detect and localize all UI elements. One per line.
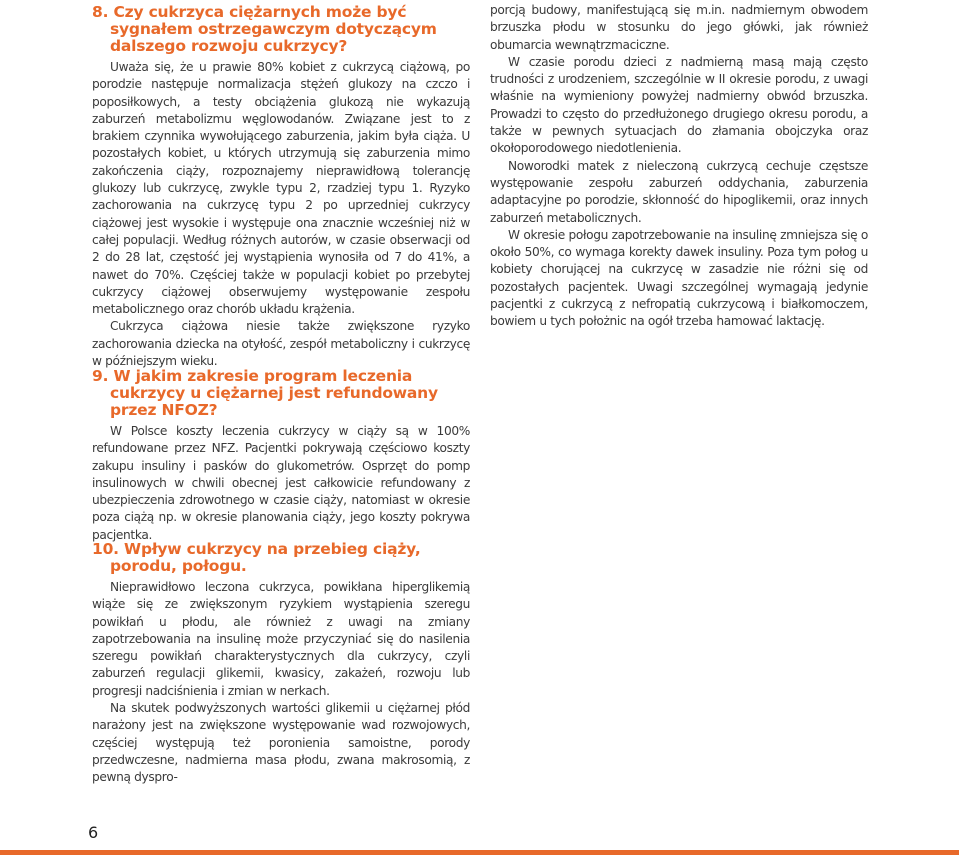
section-9-heading: 9. W jakim zakresie program leczenia cukrzycy u ciężarnej jest refundowany przez NFOZ? [92, 367, 438, 419]
page-number: 6 [88, 823, 99, 842]
right-column [490, 0, 868, 331]
section-10 [92, 541, 470, 787]
section-10-paragraph-1: Nieprawidłowo leczona cukrzyca, powikłana hiperglikemią wiąże się ze zwiększonym ryzykiem wystąpienia szeregu powikłań u płodu, ale również z uwagi na zmiany zapotrzebowania na insulinę może przyczyniać się do nasilenia szeregu powikłań charakterystycznych dla cukrzycy, czyli zaburzeń regulacji glikemii, kwasicy, zakażeń, rozwoju lub progresji nadciśnienia i zmian w nerkach. [92, 580, 470, 698]
section-10-heading: 10. Wpływ cukrzycy na przebieg ciąży, porodu, połogu. [92, 540, 421, 575]
section-8-heading: 8. Czy cukrzyca ciężarnych może być sygnałem ostrzegawczym dotyczącym dalszego rozwoju cukrzycy? [92, 3, 437, 55]
section-10-paragraph-2: Na skutek podwyższonych wartości glikemii u ciężarnej płód narażony jest na zwiększone występowanie wad rozwojowych, częściej występują też poronienia samoistne, porody przedwczesne, nadmierna masa płodu, zwana makrosomią, z pewną dyspro- [92, 701, 470, 785]
right-paragraph-3: Noworodki matek z nieleczoną cukrzycą cechuje częstsze występowanie zespołu zaburzeń oddychania, zaburzenia adaptacyjne po porodzie, skłonność do hipoglikemii, oraz innych zaburzeń metabolicznych. [490, 158, 868, 225]
right-paragraph-1: porcją budowy, manifestującą się m.in. nadmiernym obwodem brzuszka płodu w stosunku do jego główki, jak również obumarcia wewnątrzmaciczne. [490, 3, 868, 52]
right-paragraph-2: W czasie porodu dzieci z nadmierną masą mają często trudności z urodzeniem, szczególnie w II okresie porodu, z uwagi właśnie na wymieniony powyżej nadmierny obwód brzuszka. Prowadzi to często do przedłużonego drugiego okresu porodu, a także w pewnych sytuacjach do złamania obojczyka oraz okołoporodowego niedotlenienia. [490, 54, 868, 156]
footer-accent-bar [0, 850, 959, 855]
section-9 [92, 368, 470, 544]
section-8-paragraph-1: Uważa się, że u prawie 80% kobiet z cukrzycą ciążową, po porodzie następuje normalizacja stężeń glukozy na czczo i poposiłkowych, a testy obciążenia glukozą nie wykazują zaburzeń metabolizmu węglowodanów. Związane jest to z brakiem czynnika wywołującego zaburzenia, jakim była ciąża. U pozostałych kobiet, u których utrzymują się zaburzenia mimo zakończenia ciąży, rozpoznajemy nieprawidłową tolerancję glukozy lub cukrzycę, zwykle typu 2, rzadziej typu 1. Ryzyko zachorowania na cukrzycę typu 2 po uprzedniej cukrzycy ciążowej jest wysokie i występuje ona znacznie wcześniej niż w całej populacji. Według różnych autorów, w czasie obserwacji od 2 do 28 lat, częstość jej wystąpienia wynosiła od 7 do 41%, a nawet do 70%. Częściej także w populacji kobiet po przebytej cukrzycy ciążowej obserwujemy występowanie zespołu metabolicznego oraz chorób układu krążenia. [92, 60, 470, 317]
section-8 [92, 4, 470, 370]
section-8-paragraph-2: Cukrzyca ciążowa niesie także zwiększone ryzyko zachorowania dziecka na otyłość, zespół metaboliczny i cukrzycę w późniejszym wieku. [92, 319, 470, 369]
right-paragraph-4: W okresie połogu zapotrzebowanie na insulinę zmniejsza się o około 50%, co wymaga korekty dawek insuliny. Poza tym połog u kobiety chorującej na cukrzycę w zasadzie nie różni się od pozostałych pacjentek. Uwagi szczególnej wymagają jedynie pacjentki z cukrzycą z nefropatią cukrzycową i białkomoczem, bowiem u tych położnic na ogół trzeba hamować laktację. [490, 227, 868, 329]
section-9-paragraph-1: W Polsce koszty leczenia cukrzycy w ciąży są w 100% refundowane przez NFZ. Pacjentki pokrywają częściowo koszty zakupu insuliny i pasków do glukometrów. Osprzęt do pomp insulinowych w chwili obecnej jest całkowicie refundowany z ubezpieczenia zdrowotnego w czasie ciąży, natomiast w okresie poza ciążą np. w okresie planowania ciąży, jego koszty pokrywa pacjentka. [92, 424, 470, 542]
